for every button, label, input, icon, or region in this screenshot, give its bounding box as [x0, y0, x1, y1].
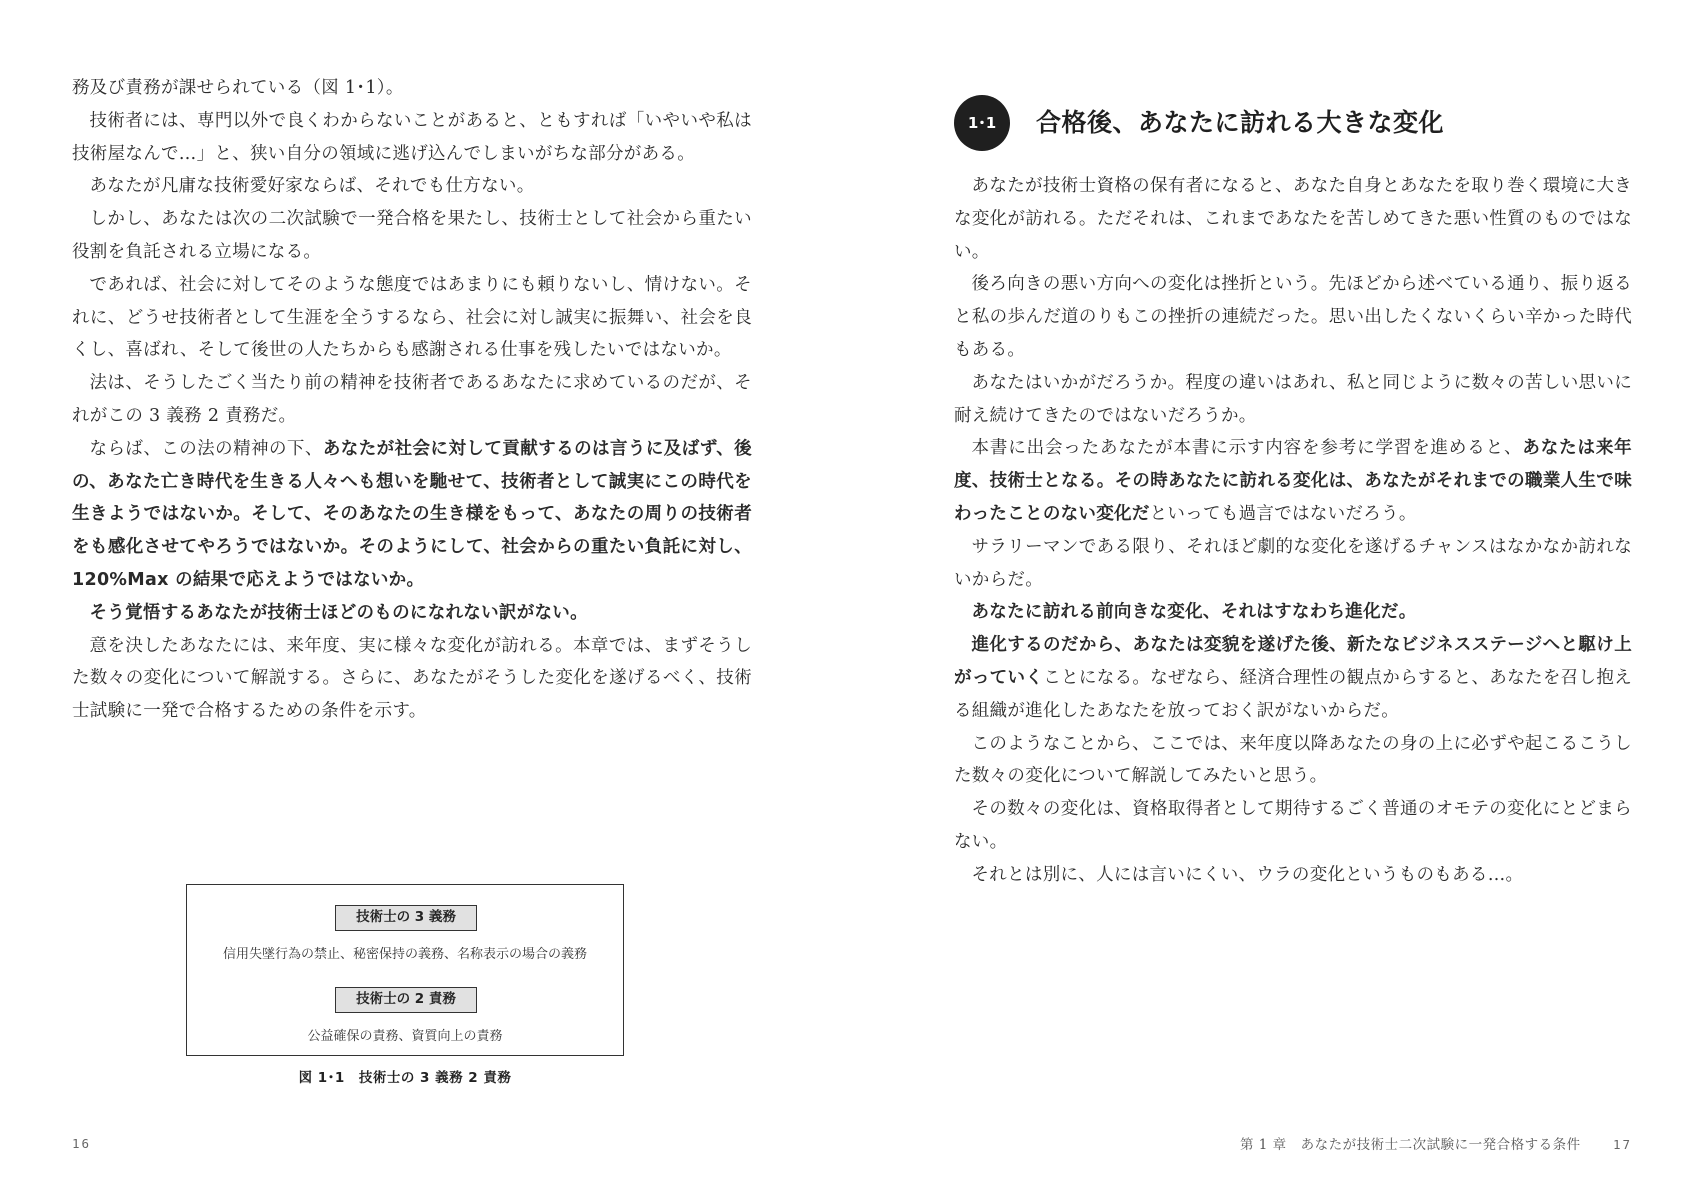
- figure-desc-duties: 信用失墜行為の禁止、秘密保持の義務、名称表示の場合の義務: [222, 947, 587, 962]
- page-footer: [1240, 1133, 1632, 1153]
- section-title: 合格後、あなたに訪れる大きな変化: [1036, 108, 1445, 137]
- right-page: [842, 0, 1684, 1190]
- left-paragraph: 意を決したあなたには、来年度、実に様々な変化が訪れる。本章では、まずそうした数々の変化について解説する。さらに、あなたがそうした変化を遂げるべく、技術士試験に一発で合格するための条件を示す。: [72, 635, 752, 722]
- page-number-right: 17: [1612, 1137, 1632, 1152]
- right-body-text: [954, 170, 1632, 892]
- right-paragraph: その数々の変化は、資格取得者として期待するごく普通のオモテの変化にとどまらない。: [954, 799, 1632, 852]
- figure-box: [186, 884, 624, 1056]
- left-body-text: [72, 72, 752, 728]
- right-paragraph: あなたに訪れる前向きな変化、それはすなわち進化だ。: [971, 602, 1417, 623]
- running-head: 第 1 章 あなたが技術士二次試験に一発合格する条件: [1239, 1137, 1581, 1153]
- page-number-left: 16: [72, 1136, 92, 1151]
- figure-label-responsibilities: 技術士の 2 責務: [335, 987, 477, 1013]
- figure-label-duties: 技術士の 3 義務: [335, 905, 477, 931]
- left-paragraph: しかし、あなたは次の二次試験で一発合格を果たし、技術士として社会から重たい役割を負託される立場になる。: [72, 209, 752, 262]
- right-paragraph: 後ろ向きの悪い方向への変化は挫折という。先ほどから述べている通り、振り返ると私の歩んだ道のりもこの挫折の連続だった。思い出したくないくらい辛かった時代もある。: [954, 274, 1632, 360]
- right-paragraph: 進化するのだから、あなたは変貌を遂げた後、新たなビジネスステージへと駆け上がっていくことになる。なぜなら、経済合理性の観点からすると、あなたを召し抱える組織が進化したあなたを放っておく訳がないからだ。: [954, 635, 1632, 721]
- right-paragraph: あなたが技術士資格の保有者になると、あなた自身とあなたを取り巻く環境に大きな変化が訪れる。ただそれは、これまであなたを苦しめてきた悪い性質のものではない。: [954, 176, 1632, 262]
- right-paragraph: 本書に出会ったあなたが本書に示す内容を参考に学習を進めると、あなたは来年度、技術士となる。その時あなたに訪れる変化は、あなたがそれまでの職業人生で味わったことのない変化だといっても過言ではないだろう。: [954, 438, 1632, 524]
- figure-caption: 図 1･1 技術士の 3 義務 2 責務: [298, 1070, 512, 1086]
- right-paragraph: サラリーマンである限り、それほど劇的な変化を遂げるチャンスはなかなか訪れないからだ。: [954, 536, 1632, 590]
- right-paragraph: それとは別に、人には言いにくい、ウラの変化というものもある…。: [971, 864, 1524, 885]
- left-paragraph: ならば、この法の精神の下、あなたが社会に対して貢献するのは言うに及ばず、後の、あなた亡き時代を生きる人々へも想いを馳せて、技術者として誠実にこの時代を生きようではないか。そして、そのあなたの生き様をもって、あなたの周りの技術者をも感化させてやろうではないか。そのようにして、社会からの重たい負託に対し、120%Max の結果で応えようではないか。: [72, 438, 752, 590]
- left-paragraph: あなたが凡庸な技術愛好家ならば、それでも仕方ない。: [89, 176, 535, 197]
- figure-desc-responsibilities: 公益確保の責務、資質向上の責務: [307, 1029, 503, 1044]
- left-paragraph: 務及び責務が課せられている（図 1･1）。: [72, 78, 404, 98]
- left-paragraph: であれば、社会に対してそのような態度ではあまりにも頼りないし、情けない。それに、どうせ技術者として生涯を全うするなら、社会に対し誠実に振舞い、社会を良くし、喜ばれ、そして後世の人たちからも感謝される仕事を残したいではないか。: [72, 274, 752, 361]
- section-number-badge: 1･1: [954, 95, 1010, 151]
- left-paragraph: 法は、そうしたごく当たり前の精神を技術者であるあなたに求めているのだが、それがこの 3 義務 2 責務だ。: [72, 373, 752, 426]
- left-paragraph: そう覚悟するあなたが技術士ほどのものになれない訳がない。: [89, 602, 588, 623]
- right-paragraph: あなたはいかがだろうか。程度の違いはあれ、私と同じように数々の苦しい思いに耐え続けてきたのではないだろうか。: [954, 372, 1632, 426]
- section-heading: [954, 92, 1634, 152]
- left-paragraph: 技術者には、専門以外で良くわからないことがあると、ともすれば「いやいや私は技術屋なんで…」と、狭い自分の領域に逃げ込んでしまいがちな部分がある。: [72, 110, 752, 164]
- right-paragraph: このようなことから、ここでは、来年度以降あなたの身の上に必ずや起こるこうした数々の変化について解説してみたいと思う。: [954, 733, 1632, 787]
